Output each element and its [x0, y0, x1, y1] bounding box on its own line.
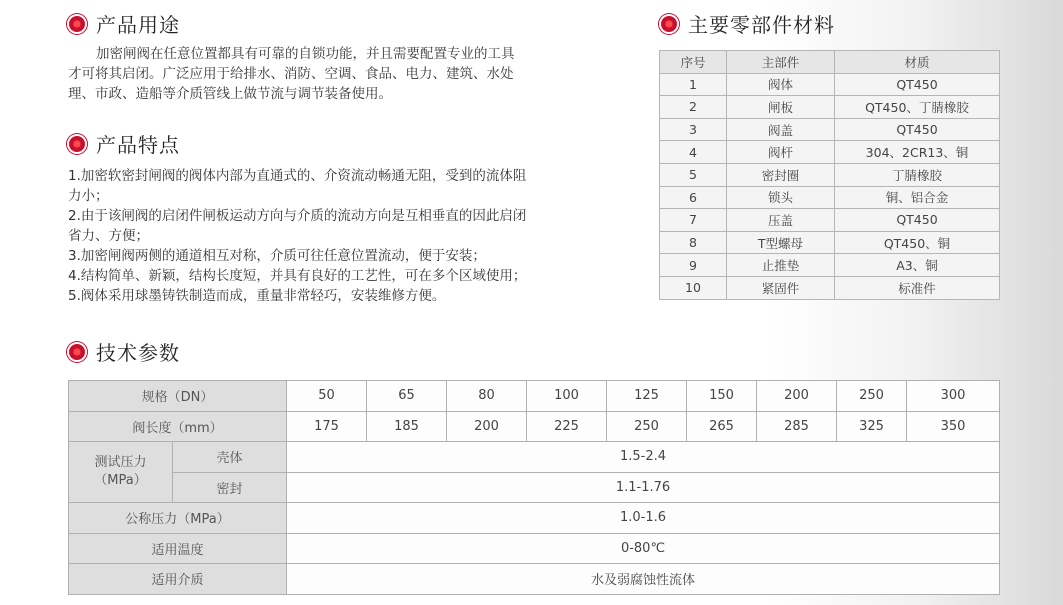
- cell: QT450、丁腈橡胶: [835, 96, 1000, 119]
- usage-text: [68, 44, 598, 104]
- features-line: 2.由于该闸阀的启闭件闸板运动方向与介质的流动方向是互相垂直的因此启闭: [68, 208, 527, 224]
- size-cell: 200: [757, 381, 837, 412]
- length-cell: 250: [607, 411, 687, 442]
- length-cell: 185: [367, 411, 447, 442]
- features-line: 力小；: [68, 188, 109, 204]
- size-cell: 80: [447, 381, 527, 412]
- cell: QT450: [835, 118, 1000, 141]
- length-cell: 265: [687, 411, 757, 442]
- features-line: 省力、方便；: [68, 228, 149, 244]
- cell: 阀体: [727, 73, 835, 96]
- cell: 7: [660, 209, 727, 232]
- size-cell: 150: [687, 381, 757, 412]
- tech-params-table: [68, 380, 1000, 595]
- tech-title: 技术参数: [96, 341, 180, 365]
- table-row: [69, 472, 1000, 503]
- cell: 10: [660, 276, 727, 299]
- length-label: 阀长度（mm）: [69, 411, 287, 442]
- cell: 8: [660, 231, 727, 254]
- length-cell: 200: [447, 411, 527, 442]
- cell: 304、2CR13、铜: [835, 141, 1000, 164]
- cell: 1: [660, 73, 727, 96]
- usage-heading: [69, 9, 180, 38]
- table-row: [660, 163, 1000, 186]
- materials-heading: [661, 9, 835, 38]
- table-row: [660, 209, 1000, 232]
- usage-title: 产品用途: [96, 13, 180, 37]
- features-heading: [69, 129, 180, 158]
- header-cell: 序号: [660, 51, 727, 74]
- table-row: [660, 141, 1000, 164]
- shell-value: 1.5-2.4: [287, 442, 1000, 473]
- table-row: [660, 118, 1000, 141]
- usage-line: 理、市政、造船等介质管线上做节流与调节装备使用。: [68, 86, 392, 102]
- size-label: 规格（DN）: [69, 381, 287, 412]
- table-row: [69, 503, 1000, 534]
- cell: QT450: [835, 209, 1000, 232]
- size-cell: 50: [287, 381, 367, 412]
- medium-label: 适用介质: [69, 564, 287, 595]
- cell: 丁腈橡胶: [835, 163, 1000, 186]
- cell: 紧固件: [727, 276, 835, 299]
- test-pressure-label-line: 测试压力: [94, 455, 147, 470]
- usage-line: 加密闸阀在任意位置都具有可靠的自锁功能，并且需要配置专业的工具: [96, 46, 515, 62]
- cell: QT450: [835, 73, 1000, 96]
- table-row: [660, 276, 1000, 299]
- header-cell: 主部件: [727, 51, 835, 74]
- nominal-pressure-label: 公称压力（MPa）: [69, 503, 287, 534]
- cell: 压盖: [727, 209, 835, 232]
- seal-value: 1.1-1.76: [287, 472, 1000, 503]
- table-row: [69, 411, 1000, 442]
- materials-title: 主要零部件材料: [688, 13, 835, 37]
- size-cell: 300: [907, 381, 1000, 412]
- cell: 9: [660, 254, 727, 277]
- usage-line: 才可将其启闭。广泛应用于给排水、消防、空调、食品、电力、建筑、水处: [68, 66, 514, 82]
- features-line: 3.加密闸阀两侧的通道相互对称，介质可往任意位置流动，便于安装；: [68, 248, 486, 264]
- table-row: [660, 73, 1000, 96]
- red-bullet-icon: [69, 136, 85, 152]
- cell: 密封圈: [727, 163, 835, 186]
- length-cell: 350: [907, 411, 1000, 442]
- red-bullet-icon: [69, 344, 85, 360]
- cell: 阀盖: [727, 118, 835, 141]
- table-row: [69, 533, 1000, 564]
- features-line: 5.阀体采用球墨铸铁制造而成，重量非常轻巧，安装维修方便。: [68, 288, 446, 304]
- length-cell: 225: [527, 411, 607, 442]
- materials-table: [659, 50, 1000, 300]
- table-row: [660, 96, 1000, 119]
- cell: 锁头: [727, 186, 835, 209]
- cell: 铜、铝合金: [835, 186, 1000, 209]
- length-cell: 325: [837, 411, 907, 442]
- shell-label: 壳体: [173, 442, 287, 473]
- cell: 5: [660, 163, 727, 186]
- cell: 6: [660, 186, 727, 209]
- cell: T型螺母: [727, 231, 835, 254]
- table-row: [660, 231, 1000, 254]
- red-bullet-icon: [661, 16, 677, 32]
- header-cell: 材质: [835, 51, 1000, 74]
- table-header-row: [660, 51, 1000, 74]
- length-cell: 285: [757, 411, 837, 442]
- test-pressure-label: [69, 442, 173, 503]
- cell: 阀杆: [727, 141, 835, 164]
- cell: QT450、铜: [835, 231, 1000, 254]
- seal-label: 密封: [173, 472, 287, 503]
- size-cell: 125: [607, 381, 687, 412]
- temperature-value: 0-80℃: [287, 533, 1000, 564]
- medium-value: 水及弱腐蚀性流体: [287, 564, 1000, 595]
- temperature-label: 适用温度: [69, 533, 287, 564]
- features-title: 产品特点: [96, 133, 180, 157]
- features-line: 4.结构简单、新颖，结构长度短，并具有良好的工艺性，可在多个区域使用；: [68, 268, 527, 284]
- size-cell: 250: [837, 381, 907, 412]
- nominal-pressure-value: 1.0-1.6: [287, 503, 1000, 534]
- test-pressure-label-line: （MPa）: [94, 473, 147, 488]
- red-bullet-icon: [69, 16, 85, 32]
- cell: 4: [660, 141, 727, 164]
- table-row: [660, 254, 1000, 277]
- tech-heading: [69, 337, 180, 366]
- table-row: [69, 381, 1000, 412]
- table-row: [69, 564, 1000, 595]
- cell: 3: [660, 118, 727, 141]
- size-cell: 65: [367, 381, 447, 412]
- cell: 闸板: [727, 96, 835, 119]
- features-text: [68, 166, 608, 306]
- cell: A3、铜: [835, 254, 1000, 277]
- cell: 2: [660, 96, 727, 119]
- length-cell: 175: [287, 411, 367, 442]
- table-row: [660, 186, 1000, 209]
- features-line: 1.加密软密封闸阀的阀体内部为直通式的、介资流动畅通无阻，受到的流体阻: [68, 168, 527, 184]
- table-row: [69, 442, 1000, 473]
- size-cell: 100: [527, 381, 607, 412]
- cell: 止推垫: [727, 254, 835, 277]
- cell: 标准件: [835, 276, 1000, 299]
